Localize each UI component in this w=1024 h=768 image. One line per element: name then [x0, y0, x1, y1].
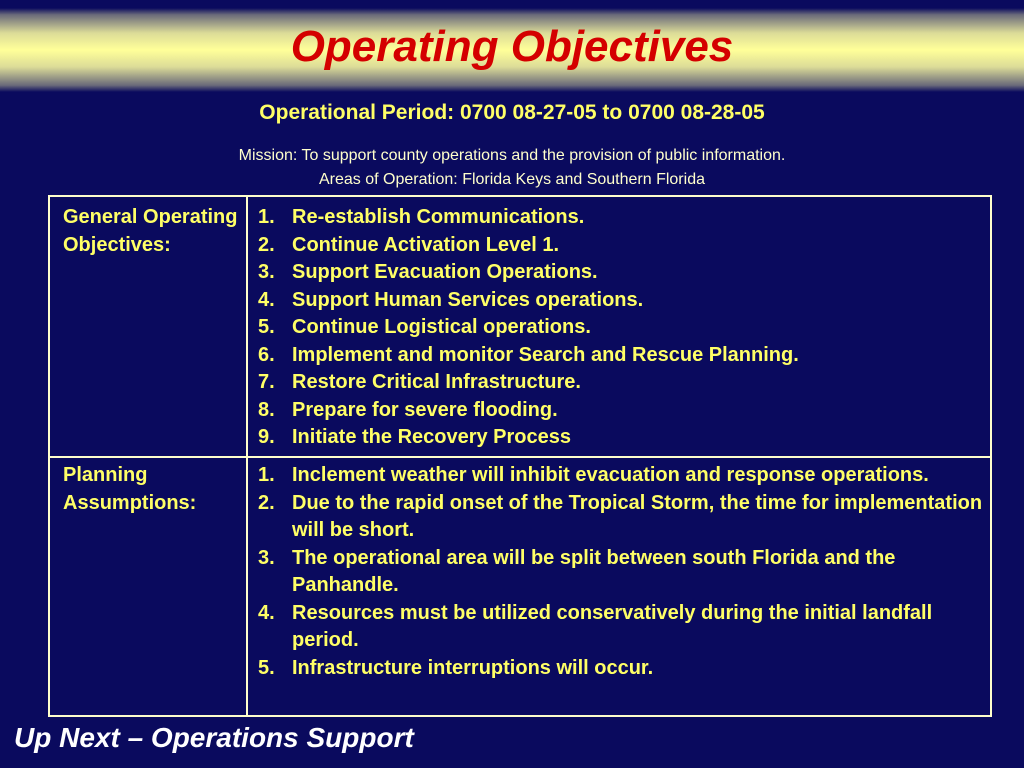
- general-objectives-list: [258, 204, 986, 452]
- list-item: 4. Resources must be utilized conservatively during the initial landfall period.: [258, 601, 933, 651]
- list-item: 8. Prepare for severe flooding.: [258, 398, 558, 421]
- list-item: 2. Continue Activation Level 1.: [258, 233, 560, 256]
- list-item: 3. The operational area will be split between south Florida and the Panhandle.: [258, 546, 896, 596]
- list-item: 1. Re-establish Communications.: [258, 206, 585, 228]
- table-row-divider: [50, 456, 990, 458]
- list-item: 4. Support Human Services operations.: [258, 288, 644, 311]
- up-next-footer: Up Next – Operations Support: [14, 722, 414, 753]
- list-item: 9. Initiate the Recovery Process: [258, 426, 572, 448]
- areas-of-operation: Areas of Operation: Florida Keys and Southern Florida: [319, 171, 705, 188]
- planning-assumptions-list: [258, 462, 986, 682]
- operational-period: Operational Period: 0700 08-27-05 to 0700 08-28-05: [259, 101, 765, 124]
- mission-statement: Mission: To support county operations and the provision of public information.: [238, 147, 786, 164]
- general-objectives-label: General Operating Objectives:: [63, 206, 238, 256]
- list-item: 5. Infrastructure interruptions will occur.: [258, 656, 654, 679]
- list-item: 1. Inclement weather will inhibit evacuation and response operations.: [258, 464, 929, 486]
- list-item: 7. Restore Critical Infrastructure.: [258, 371, 581, 393]
- list-item: 3. Support Evacuation Operations.: [258, 261, 598, 283]
- objectives-table: [48, 195, 992, 717]
- slide-title: Operating Objectives: [290, 22, 734, 71]
- list-item: 2. Due to the rapid onset of the Tropical Storm, the time for implementation will be short.: [258, 491, 983, 541]
- list-item: 5. Continue Logistical operations.: [258, 316, 591, 338]
- planning-assumptions-label: Planning Assumptions:: [63, 464, 197, 514]
- list-item: 6. Implement and monitor Search and Rescue Planning.: [258, 343, 799, 366]
